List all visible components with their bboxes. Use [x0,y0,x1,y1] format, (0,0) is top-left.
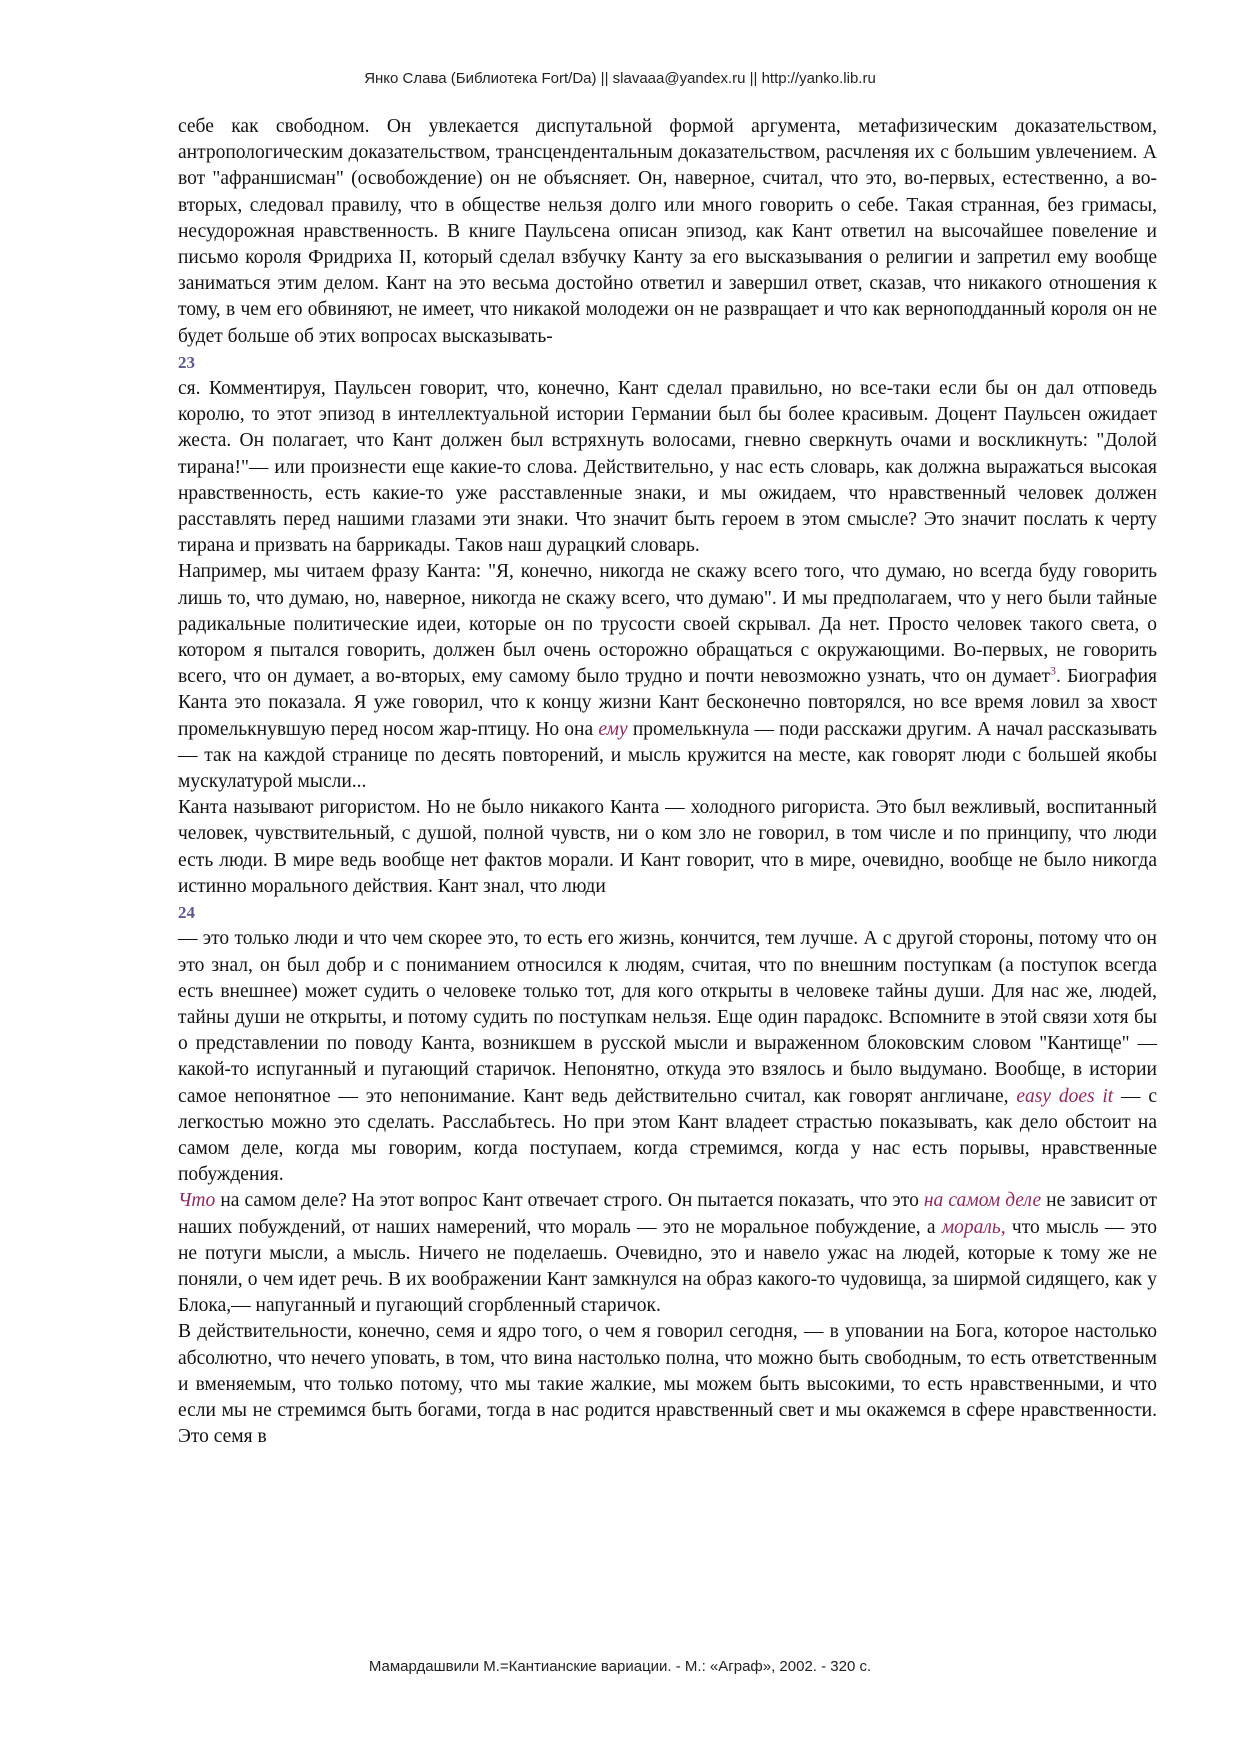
paragraph-3-text-b: . Биография Канта это показала. Я уже говорил, что к концу жизни Кант бесконечно повторялся, но все время ловил за хвост промелькнувшую перед носом жар-птицу. Но она [178,666,1158,740]
emphasis-text: на самом деле [923,1190,1042,1212]
paragraph-1: себе как свободном. Он увлекается диспутальной формой аргумента, метафизическим доказательством, антропологическим доказательством, трансцендентальным доказательством, расчленяя их с большим увлечением. А вот "афраншисман" (освобождение) он не объясняет. Он, наверное, считал, что это, во-первых, естественно, а во-вторых, следовал правилу, что в обществе нельзя долго или много говорить о себе. Такая странная, без гримасы, несудорожная нравственность. В книге Паульсена описан эпизод, как Кант ответил на высочайшее повеление и письмо короля Фридриха II, который сделал взбучку Канту за его высказывания о религии и запретил ему вообще заниматься этим делом. Кант на это весьма достойно ответил и завершил ответ, сказав, что никакого отношения к тому, в чем его обвиняют, не имеет, что никакой молодежи он не развращает и что как верноподданный короля он не будет больше об этих вопросах высказывать- [178,116,1157,347]
page-header: Янко Слава (Библиотека Fort/Da) || slavaaa@yandex.ru || http://yanko.lib.ru [364,70,876,87]
page-marker-24: 24 [178,903,195,923]
emphasis-text: мораль, [941,1216,1006,1238]
emphasis-text: Что [178,1190,216,1212]
document-body [178,114,1157,1450]
page-footer: Мамардашвили М.=Кантианские вариации. - М.: «Аграф», 2002. - 320 с. [368,1658,872,1675]
paragraph-5 [178,926,1157,1188]
paragraph-7: В действительности, конечно, семя и ядро того, о чем я говорил сегодня, — в уповании на Бога, которое настолько абсолютно, что нечего уповать, в том, что вина настолько полна, что можно быть свободным, то есть ответственным и вменяемым, что только потому, что мы такие жалкие, мы можем быть высокими, то есть нравственными, и что если мы не стремимся быть богами, тогда в нас родится нравственный свет и мы окажемся в сфере нравственности. Это семя в [178,1321,1157,1448]
paragraph-5-text-a: — это только люди и что чем скорее это, то есть его жизнь, кончится, тем лучше. А с другой стороны, потому что он это знал, он был добр и с пониманием относился к людям, считая, что по внешним поступкам (а поступок всегда есть внешнее) может судить о человеке только тот, для кого открыты в человеке тайны души. Для нас же, людей, тайны души не открыты, и потому судить по поступкам нельзя. Еще один парадокс. Вспомните в этой связи хотя бы о представлении по поводу Канта, возникшем в русской мысли и выраженном блоковским словом "Кантище" — какой-то испуганный и пугающий старичок. Непонятно, откуда это взялось и было выдумано. Вообще, в истории самое непонятное — это непонимание. Кант ведь действительно считал, как говорят англичане, [178,928,1157,1107]
paragraph-3 [178,559,1157,795]
emphasis-text: ему [598,718,628,740]
paragraph-3-text-a: Например, мы читаем фразу Канта: "Я, конечно, никогда не скажу всего того, что думаю, но всегда буду говорить лишь то, что думаю, но, наверное, никогда не скажу всего, что думаю". И мы предполагаем, что у него были тайные радикальные политические идеи, которые он по трусости своей скрывал. Да нет. Просто человек такого света, о котором я пытался говорить, должен был очень осторожно обращаться с окружающими. Во-первых, не говорить всего, что он думает, а во-вторых, ему самому было трудно и почти невозможно узнать, что он думает [178,561,1157,688]
paragraph-5-text-b: — с легкостью можно это сделать. Расслабьтесь. Но при этом Кант владеет страстью показывать, как дело обстоит на самом деле, когда мы говорим, когда поступаем, когда стремимся, когда у нас есть порывы, нравственные побуждения. [178,1085,1157,1186]
footnote-marker[interactable]: 3 [1049,663,1056,678]
paragraph-2: ся. Комментируя, Паульсен говорит, что, конечно, Кант сделал правильно, но все-таки если бы он дал отповедь королю, то этот эпизод в интеллектуальной истории Германии был бы более красивым. Доцент Паульсен ожидает жеста. Он полагает, что Кант должен был встряхнуть волосами, гневно сверкнуть очами и воскликнуть: "Долой тирана!"— или произнести еще какие-то слова. Действительно, у нас есть словарь, как должна выражаться высокая нравственность, есть какие-то уже расставленные знаки, и мы ожидаем, что нравственный человек должен расставлять перед нашими глазами эти знаки. Что значит быть героем в этом смысле? Это значит послать к черту тирана и призвать на баррикады. Таков наш дурацкий словарь. [178,378,1157,557]
paragraph-6 [178,1188,1157,1319]
paragraph-6-text-a: на самом деле? На этот вопрос Кант отвечает строго. Он пытается показать, что это [215,1190,924,1212]
emphasis-text: easy does it [1016,1085,1114,1107]
paragraph-4: Канта называют ригористом. Но не было никакого Канта — холодного ригориста. Это был вежливый, воспитанный человек, чувствительный, с душой, полной чувств, ни о ком зло не говорил, в том числе и по принципу, что люди есть люди. В мире ведь вообще нет фактов морали. И Кант говорит, что в мире, очевидно, вообще не было никогда истинно морального действия. Кант знал, что люди [178,797,1157,897]
paragraph-6-text-b: не зависит от наших побуждений, от наших намерений, что мораль — это не моральное побуждение, а [178,1190,1158,1238]
paragraph-3-text-c: промелькнула — поди расскажи другим. А начал рассказывать — так на каждой странице по десять повторений, и мысль кружится на месте, как говорят люди с большей якобы мускулатурой мысли... [178,718,1158,793]
page-marker-23: 23 [178,352,195,372]
paragraph-6-text-c: что мысль — это не потуги мысли, а мысль. Ничего не поделаешь. Очевидно, это и навело ужас на людей, которые к тому же не поняли, о чем идет речь. В их воображении Кант замкнулся на образ какого-то чудовища, за ширмой сидящего, как у Блока,— напуганный и пугающий сгорбленный старичок. [178,1216,1157,1317]
